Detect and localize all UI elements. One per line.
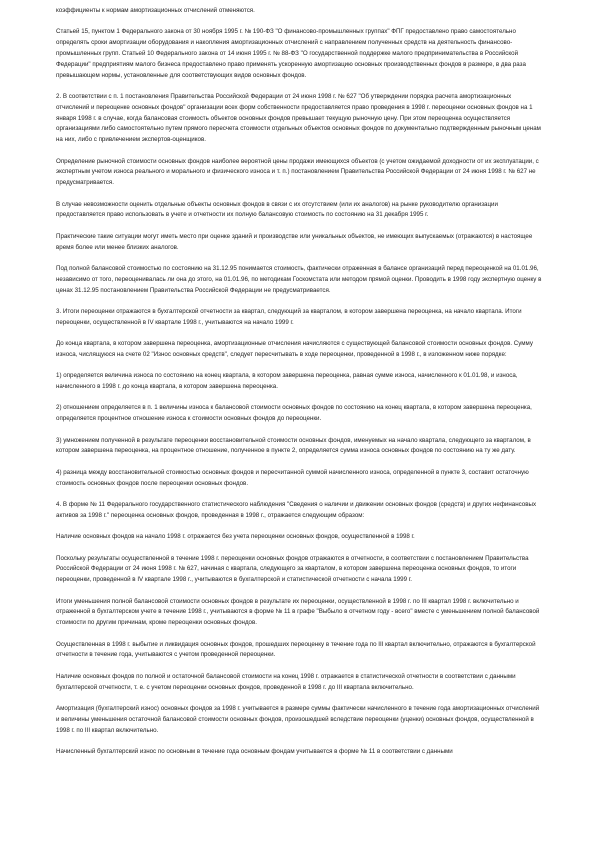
paragraph: Начисленный бухгалтерский износ по основным в течение года основным фондам учитывается в форме № 11 в соответствии с данными: [56, 747, 453, 755]
document-body: [56, 6, 542, 758]
paragraph: коэффициенты к нормам амортизационных отчислений отменяются.: [56, 7, 255, 14]
paragraph: Под полной балансовой стоимостью по состоянию на 31.12.95 понимается стоимость, фактически отраженная в балансе организаций перед переоценкой на 01.01.96, независимо от того, переоценивалась ли она до этого, на 01.01.96, по методикам Госкомстата или методом прямой оценки. Проводить в 1998 году экспертную оценку в ценах 31.12.95 постановлением Правительства Российской Федерации не предусматривается.: [56, 264, 542, 294]
paragraph: Итоги уменьшения полной балансовой стоимости основных фондов в результате их переоценки, осуществленной в 1998 г. по III квартал 1998 г. включительно и отраженной в бухгалтерском учете в течение 1998 г., учитываются в форме № 11 в графе "Выбыло в отчетном году - всего" вместе с уменьшением полной балансовой стоимости по другим причинам, кроме переоценки основных фондов.: [56, 597, 540, 627]
paragraph: Осуществленная в 1998 г. выбытие и ликвидация основных фондов, прошедших переоценку в течение года по III квартал включительно, отражаются в бухгалтерской отчетности в течение года, учитываются с учетом проведенной переоценки.: [56, 640, 536, 659]
paragraph: Практические такие ситуации могут иметь место при оценке зданий и производстве или уникальных объектов, не имеющих выпускаемых (отражаются) в настоящее время более или менее близких аналогов.: [56, 232, 533, 251]
paragraph: Определение рыночной стоимости основных фондов наиболее вероятной цены продажи имеющихся объектов (с учетом ожидаемой доходности от их эксплуатации, с экспертным учетом износа реального и морального и физического износа и т. п.) постановлением Правительства Российской Федерации от 24 июня 1998 г. № 627 не предусматривается.: [56, 157, 539, 187]
list-item: 4) разница между восстановительной стоимостью основных фондов и пересчитанной суммой начисленного износа, определенной в пункте 3, составит остаточную стоимость основных фондов после переоценки основных фондов.: [56, 468, 529, 487]
paragraph: Наличие основных фондов на начало 1998 г. отражается без учета переоценки основных фондов, осуществленной в 1998 г.: [56, 533, 415, 541]
paragraph: В случае невозможности оценить отдельные объекты основных фондов в связи с их отсутствием (или их аналогов) на рынке руководителю организации предоставляется право использовать в учете и отчетности их полную балансовую стоимость по состоянию на 31 декабря 1995 г.: [56, 200, 498, 219]
paragraph: Статьей 15, пунктом 1 Федерального закона от 30 ноября 1995 г. № 190-ФЗ "О финансово-промышленных группах" ФПГ предоставлено право самостоятельно определять сроки амортизации оборудования и накопления амортизационных отчислений с направлением полученных средств на деятельность финансово-промышленных групп. Статьей 10 Федерального закона от 14 июня 1995 г. № 88-ФЗ "О государственной поддержке малого предпринимательства в Российской Федерации" предприятиям малого бизнеса предоставлено право применять ускоренную амортизацию основных производственных фондов в размере, в два раза превышающем нормы, установленные для соответствующих видов основных фондов.: [56, 28, 526, 79]
list-item: 2) отношением определяется в п. 1 величины износа к балансовой стоимости основных фондов по состоянию на конец квартала, в котором завершена переоценка, определяется процентное отношение износа к стоимости основных фондов до переоценки.: [56, 404, 532, 423]
paragraph: Амортизация (бухгалтерский износ) основных фондов за 1998 г. учитывается в размере суммы фактически начисленного в течение года амортизационных отчислений и величины уменьшения остаточной балансовой стоимости основных фондов, произошедшей вследствие переоценки (уценки) основных фондов, осуществленной в 1998 г. по III квартал включительно.: [56, 704, 540, 734]
paragraph: 2. В соответствии с п. 1 постановления Правительства Российской Федерации от 24 июня 1998 г. № 627 "Об утверждении порядка расчета амортизационных отчислений и переоценке основных фондов" организации всех форм собственности предоставляется право проведения в 1998 г. переоценки основных фондов на 1 января 1998 г. в случае, когда балансовая стоимость объектов основных фондов превышает текущую рыночную цену. При этом переоценка осуществляется организациями либо самостоятельно путем прямого пересчета стоимости отдельных объектов основных фондов по документально подтвержденным рыночным ценам на них, либо с привлечением экспертов-оценщиков.: [56, 92, 541, 144]
list-item: 1) определяется величина износа по состоянию на конец квартала, в котором завершена переоценка, равная сумме износа, начисленного к 01.01.98, и износа, начисленного в 1998 г. до конца квартала, в котором завершена переоценка.: [56, 372, 518, 391]
paragraph: 4. В форме № 11 Федерального государственного статистического наблюдения "Сведения о наличии и движении основных фондов (средств) и других нефинансовых активов за 1998 г." переоценка основных фондов, проведенная в 1998 г., отражается следующим образом:: [56, 501, 537, 519]
list-item: 3) умножением полученной в результате переоценки восстановительной стоимости основных фондов, именуемых на начало квартала, следующего за кварталом, в котором завершена переоценка, на процентное отношение, полученное в пункте 2, определяется сумма износа основных фондов по состоянию на ту же дату.: [56, 436, 531, 455]
paragraph: 3. Итоги переоценки отражаются в бухгалтерской отчетности за квартал, следующий за кварталом, в котором завершена переоценка, на начало квартала. Итоги переоценки, осуществленной в IV квартале 1998 г., учитываются на начало 1999 г.: [56, 307, 522, 326]
paragraph: Поскольку результаты осуществленной в течение 1998 г. переоценки основных фондов отражаются в отчетности, в соответствии с постановлением Правительства Российской Федерации от 24 июня 1998 г. № 627, начиная с квартала, следующего за кварталом, в котором завершена переоценка основных фондов, то итоги переоценки, проведенной в IV квартале 1998 г., учитываются в бухгалтерской и статистической отчетности с начала 1999 г.: [56, 554, 529, 584]
paragraph: До конца квартала, в котором завершена переоценка, амортизационные отчисления начисляются с существующей балансовой стоимости основных фондов. Сумму износа, числящуюся на счете 02 "Износ основных средств", следует пересчитывать в ходе переоценки, проведенной в 1998 г., в изложенном ниже порядке:: [56, 340, 533, 358]
paragraph: Наличие основных фондов по полной и остаточной балансовой стоимости на конец 1998 г. отражается в статистической отчетности в соответствии с данными бухгалтерской отчетности, т. е. с учетом переоценки основных фондов, проведенной в 1998 г. до III квартала включительно.: [56, 672, 516, 691]
